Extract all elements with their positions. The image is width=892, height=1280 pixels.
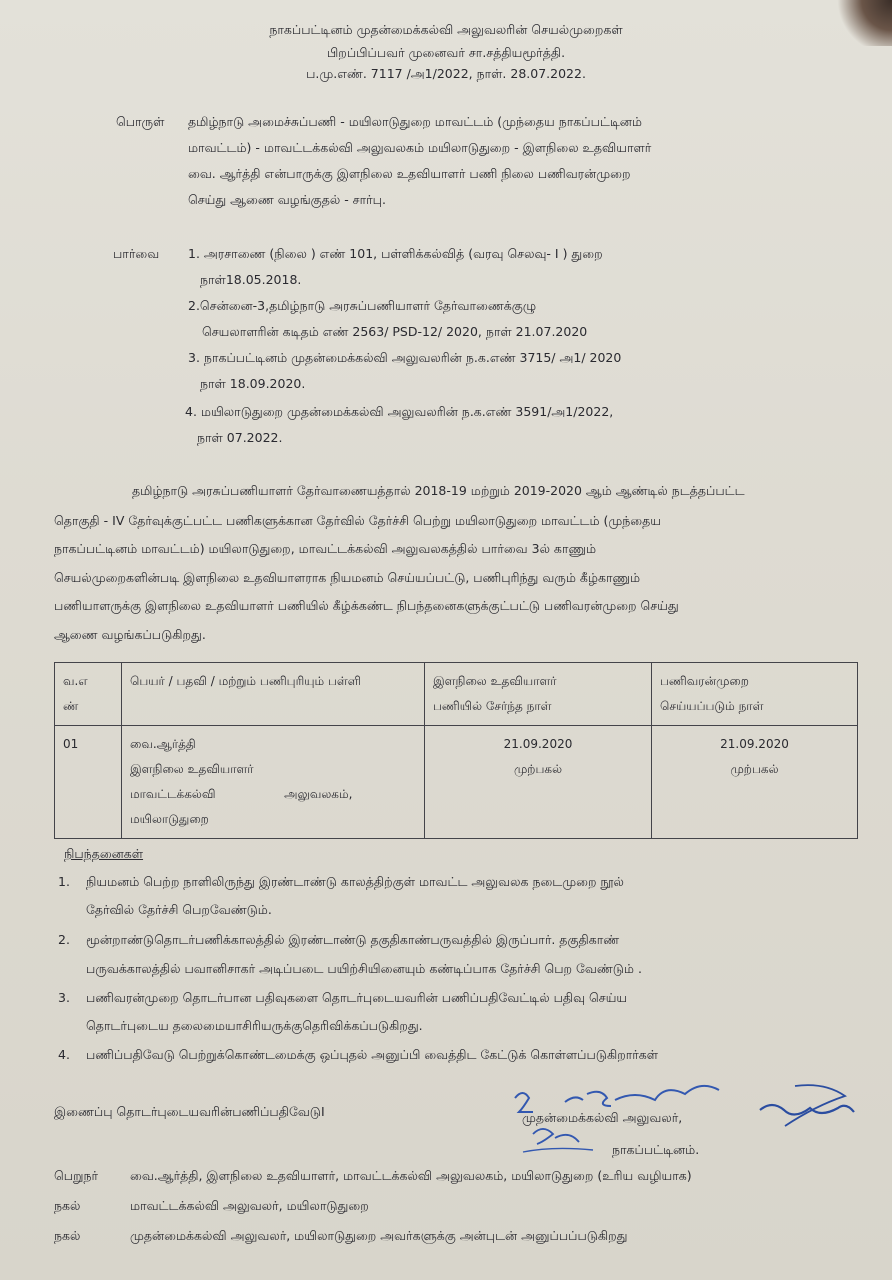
- copy-text: மாவட்டக்கல்வி அலுவலர், மயிலாடுதுறை: [130, 1198, 369, 1213]
- issuer-line: பிறப்பிப்பவர் முனைவர் சா.சத்தியமூர்த்தி.: [326, 45, 566, 60]
- office-title: நாகப்பட்டினம் முதன்மைக்கல்வி அலுவலரின் செயல்முறைகள்: [269, 22, 623, 37]
- cell-joining-date: 21.09.2020 முற்பகல்: [425, 726, 652, 839]
- header-regularization-date: பணிவரன்முறை செய்யப்படும் நாள்: [652, 663, 858, 726]
- header-name: பெயர் / பதவி / மற்றும் பணிபுரியும் பள்ளி: [122, 663, 425, 726]
- copy-label: நகல்: [54, 1198, 81, 1213]
- regularization-table: [54, 662, 858, 839]
- copy-label: நகல்: [54, 1228, 81, 1243]
- copy-text: முதன்மைக்கல்வி அலுவலர், மயிலாடுதுறை அவர்களுக்கு அன்புடன் அனுப்பப்படுகிறது: [130, 1228, 628, 1243]
- reference-number: ப.மு.எண். 7117 /அ1/2022, நாள். 28.07.2022.: [306, 66, 586, 81]
- conditions-title: நிபந்தனைகள்: [64, 846, 144, 861]
- document-page: நாகப்பட்டினம் முதன்மைக்கல்வி அலுவலரின் செயல்முறைகள் பிறப்பிப்பவர் முனைவர் சா.சத்தியமூர்த்தி. ப.மு.எண். 7117 /அ1/2022, நாள். 28.07.2022. பொருள் தமிழ்நாடு அமைச்சுப்பணி - மயிலாடுதுறை மாவட்டம் (முந்தைய நாகப்பட்டினம் மாவட்டம்) - மாவட்டக்கல்வி அலுவலகம் மயிலாடுதுறை - இளநிலை உதவியாளர் வை. ஆர்த்தி என்பாருக்கு இளநிலை உதவியாளர் பணி நிலை பணிவரன்முறை செய்து ஆணை வழங்குதல் - சார்பு. பார்வை 1. அரசாணை (நிலை ) எண் 101, பள்ளிக்கல்வித் (வரவு செலவு- I ) துறை நாள்18.05.2018. 2.சென்னை-3,தமிழ்நாடு அரசுப்பணியாளர் தேர்வாணைக்குழு செயலாளரின் கடிதம் எண் 2563/ PSD-12/ 2020, நாள் 21.07.2020 3. நாகப்பட்டினம் முதன்மைக்கல்வி அலுவலரின் ந.க.எண் 3715/ அ1/ 2020 நாள் 18.09.2020. 4. மயிலாடுதுறை முதன்மைக்கல்வி அலுவலரின் ந.க.எண் 3591/அ1/2022, நாள் 07.2022. தமிழ்நாடு அரசுப்பணியாளர் தேர்வாணையத்தால் 2018-19 மற்றும் 2019-2020 ஆம் ஆண்டில் நடத்தப்பட்ட தொகுதி - IV தேர்வுக்குட்பட்ட பணிகளுக்கான தேர்வில் தேர்ச்சி பெற்று மயிலாடுதுறை மாவட்டம் (முந்தைய நாகப்பட்டினம் மாவட்டம்) மயிலாடுதுறை, மாவட்டக்கல்வி அலுவலகத்தில் பார்வை 3ல் காணும் செயல்முறைகளின்படி இளநிலை உதவியாளராக நியமனம் செய்யப்பட்டு, பணிபுரிந்து வரும் கீழ்காணும் பணியாளருக்கு இளநிலை உதவியாளர் பணியில் கீழ்க்கண்ட நிபந்தனைகளுக்குட்பட்டு பணிவரன்முறை செய்து ஆணை வழங்கப்படுகிறது. வ.எ ண் பெயர் / பதவி / மற்றும் பணிபுரியும் பள்ளி இளநிலை உதவியாளர் பணியில் சேர்ந்த நாள் பணிவரன்முறை செய்யப்படும் நாள் 01 வை.ஆர்த்தி இளநிலை உதவியாளர் மாவட்டக்கல்வி அலுவலகம், மயிலாடுதுறை 21.09.2020 முற்பகல் 21.09.2020 முற்பகல் நிபந்தனைகள் 1. நியமனம் பெற்ற நாளிலிருந்து இரண்டாண்டு காலத்திற்குள் மாவட்ட அலுவலக நடைமுறை நூல் தேர்வில் தேர்ச்சி பெறவேண்டும். 2. மூன்றாண்டுதொடர்பணிக்காலத்தில் இரண்டாண்டு தகுதிகாண்பருவத்தில் இருப்பார். தகுதிகாண் பருவக்காலத்தில் பவானிசாகர் அடிப்படை பயிற்சியினையும் கண்டிப்பாக தேர்ச்சி பெற வேண்டும் . 3. பணிவரன்முறை தொடர்பான பதிவுகளை தொடர்புடையவரின் பணிப்பதிவேட்டில் பதிவு செய்ய தொடர்புடைய தலைமையாசிரியருக்குதெரிவிக்கப்படுகிறது. 4. பணிப்பதிவேடு பெற்றுக்கொண்டமைக்கு ஒப்புதல் அனுப்பி வைத்திட கேட்டுக் கொள்ளப்படுகிறார்கள் இணைப்பு தொடர்புடையவரின்பணிப்பதிவேடுI முதன்மைக்கல்வி அலுவலர், நாகப்பட்டினம். பெறுநர் வை.ஆர்த்தி, இளநிலை உதவியாளர், மாவட்டக்கல்வி அலுவலகம், மயிலாடுதுறை (உரிய வழியாக) நகல் மாவட்டக்கல்வி அலுவலர், மயிலாடுதுறை நகல் முதன்மைக்கல்வி அலுவலர், மயிலாடுதுறை அவர்களுக்கு அன்புடன் அனுப்பப்படுகிறது: [0, 0, 892, 1280]
- subject-label: பொருள்: [116, 114, 165, 129]
- enclosure-line: இணைப்பு தொடர்புடையவரின்பணிப்பதிவேடுI: [54, 1104, 325, 1119]
- table-header-row: [55, 663, 858, 726]
- signatory-place: நாகப்பட்டினம்.: [612, 1142, 700, 1157]
- cell-regularization-date: 21.09.2020 முற்பகல்: [652, 726, 858, 839]
- recipient-text: வை.ஆர்த்தி, இளநிலை உதவியாளர், மாவட்டக்கல்வி அலுவலகம், மயிலாடுதுறை (உரிய வழியாக): [130, 1168, 692, 1183]
- recipient-label: பெறுநர்: [54, 1168, 99, 1183]
- header-joining-date: இளநிலை உதவியாளர் பணியில் சேர்ந்த நாள்: [425, 663, 652, 726]
- table-row: [55, 726, 858, 839]
- references-label: பார்வை: [113, 246, 160, 261]
- cell-serial-no: 01: [55, 726, 122, 839]
- cell-employee: வை.ஆர்த்தி இளநிலை உதவியாளர் மாவட்டக்கல்வி அலுவலகம், மயிலாடுதுறை: [122, 726, 425, 839]
- header-serial-no: வ.எ ண்: [55, 663, 122, 726]
- signatory-title: முதன்மைக்கல்வி அலுவலர்,: [522, 1110, 683, 1125]
